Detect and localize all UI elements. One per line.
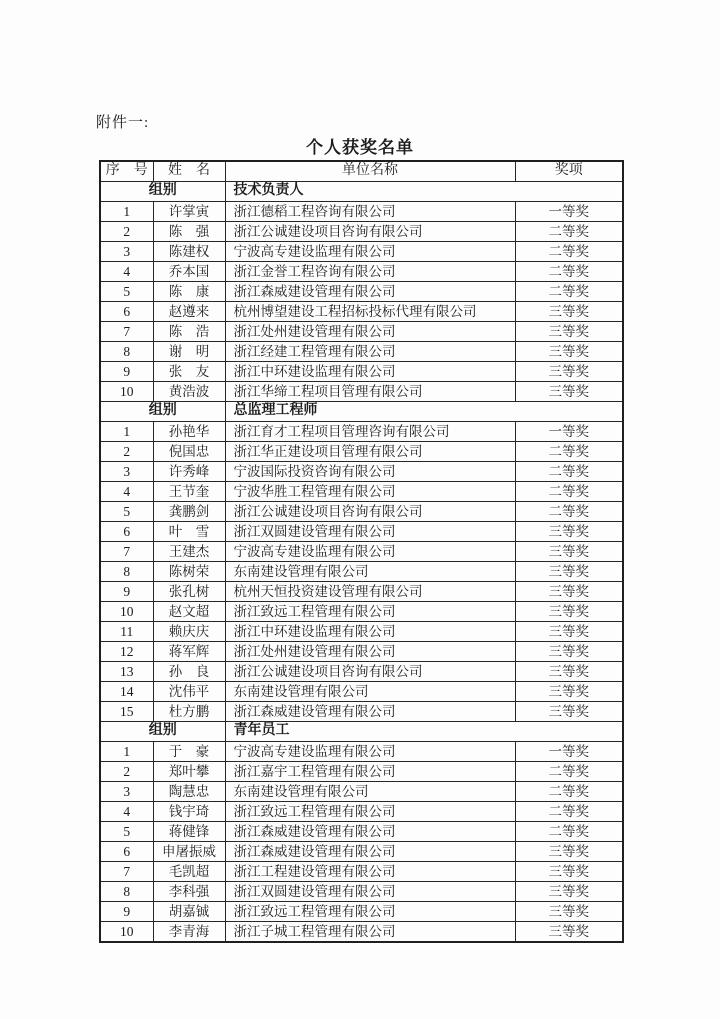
cell-no: 5 [100,282,153,302]
group-row [100,402,623,422]
cell-name: 龚鹏剑 [153,502,225,522]
cell-company: 宁波高专建设监理有限公司 [225,542,515,562]
table-row [100,222,623,242]
table-row [100,602,623,622]
table-row [100,542,623,562]
cell-company: 浙江德稻工程咨询有限公司 [225,202,515,222]
cell-award: 三等奖 [515,702,623,722]
cell-award: 二等奖 [515,282,623,302]
cell-name: 叶 雪 [153,522,225,542]
cell-no: 8 [100,342,153,362]
table-row [100,302,623,322]
cell-no: 8 [100,562,153,582]
header-company: 单位名称 [225,161,515,182]
cell-company: 浙江森威建设管理有限公司 [225,822,515,842]
cell-company: 浙江育才工程项目管理咨询有限公司 [225,422,515,442]
cell-company: 浙江公诚建设项目咨询有限公司 [225,502,515,522]
table-row [100,782,623,802]
cell-award: 三等奖 [515,562,623,582]
cell-no: 6 [100,842,153,862]
cell-award: 二等奖 [515,482,623,502]
group-row [100,722,623,742]
cell-name: 张孔树 [153,582,225,602]
cell-company: 浙江中环建设监理有限公司 [225,362,515,382]
table-row [100,562,623,582]
group-label-cell: 组别 [100,182,225,202]
cell-company: 宁波高专建设监理有限公司 [225,742,515,762]
header-no: 序 号 [100,161,153,182]
cell-no: 11 [100,622,153,642]
cell-award: 三等奖 [515,682,623,702]
cell-no: 10 [100,602,153,622]
cell-name: 陈 强 [153,222,225,242]
cell-award: 一等奖 [515,742,623,762]
cell-award: 三等奖 [515,642,623,662]
cell-name: 杜方鹏 [153,702,225,722]
table-row [100,342,623,362]
cell-no: 7 [100,542,153,562]
attachment-label: 附件一: [96,115,150,131]
cell-award: 三等奖 [515,862,623,882]
group-name-cell: 青年员工 [225,722,623,742]
cell-no: 14 [100,682,153,702]
table-row [100,482,623,502]
cell-company: 东南建设管理有限公司 [225,562,515,582]
cell-name: 胡嘉铖 [153,902,225,922]
table-row [100,502,623,522]
cell-company: 东南建设管理有限公司 [225,782,515,802]
cell-award: 三等奖 [515,582,623,602]
cell-award: 一等奖 [515,202,623,222]
cell-no: 10 [100,382,153,402]
cell-no: 9 [100,582,153,602]
table-row [100,662,623,682]
table-row [100,522,623,542]
cell-no: 8 [100,882,153,902]
cell-no: 1 [100,202,153,222]
table-row [100,802,623,822]
cell-award: 二等奖 [515,802,623,822]
table-row [100,742,623,762]
cell-award: 三等奖 [515,902,623,922]
cell-company: 浙江公诚建设项目咨询有限公司 [225,222,515,242]
cell-award: 三等奖 [515,842,623,862]
cell-name: 许掌寅 [153,202,225,222]
cell-name: 李科强 [153,882,225,902]
page-title: 个人获奖名单 [306,138,414,157]
cell-award: 二等奖 [515,502,623,522]
cell-company: 浙江华缔工程项目管理有限公司 [225,382,515,402]
cell-award: 三等奖 [515,322,623,342]
cell-company: 浙江双圆建设管理有限公司 [225,522,515,542]
cell-award: 三等奖 [515,662,623,682]
cell-name: 赖庆庆 [153,622,225,642]
cell-no: 7 [100,862,153,882]
table-row [100,902,623,922]
cell-company: 浙江森威建设管理有限公司 [225,842,515,862]
cell-company: 浙江森威建设管理有限公司 [225,282,515,302]
cell-company: 宁波国际投资咨询有限公司 [225,462,515,482]
cell-no: 2 [100,442,153,462]
cell-company: 浙江经建工程管理有限公司 [225,342,515,362]
cell-company: 浙江致远工程管理有限公司 [225,902,515,922]
cell-company: 浙江中环建设监理有限公司 [225,622,515,642]
cell-award: 三等奖 [515,522,623,542]
cell-no: 6 [100,302,153,322]
cell-name: 孙艳华 [153,422,225,442]
cell-no: 3 [100,782,153,802]
cell-award: 三等奖 [515,882,623,902]
table-row [100,262,623,282]
table-row [100,862,623,882]
cell-name: 黄浩波 [153,382,225,402]
cell-no: 13 [100,662,153,682]
group-name-cell: 总监理工程师 [225,402,623,422]
cell-name: 赵文超 [153,602,225,622]
header-name: 姓 名 [153,161,225,182]
cell-award: 三等奖 [515,362,623,382]
cell-company: 浙江嘉宇工程管理有限公司 [225,762,515,782]
cell-company: 杭州博望建设工程招标投标代理有限公司 [225,302,515,322]
cell-no: 2 [100,762,153,782]
cell-no: 6 [100,522,153,542]
group-label-cell: 组别 [100,722,225,742]
table-row [100,322,623,342]
cell-name: 乔本国 [153,262,225,282]
table-row [100,922,623,943]
cell-name: 李青海 [153,922,225,943]
cell-name: 陶慧忠 [153,782,225,802]
cell-company: 宁波华胜工程管理有限公司 [225,482,515,502]
cell-company: 浙江森威建设管理有限公司 [225,702,515,722]
cell-no: 15 [100,702,153,722]
table-row [100,382,623,402]
table-row [100,702,623,722]
cell-company: 浙江华正建设项目管理有限公司 [225,442,515,462]
cell-award: 三等奖 [515,602,623,622]
cell-award: 二等奖 [515,762,623,782]
cell-award: 二等奖 [515,442,623,462]
cell-name: 王建杰 [153,542,225,562]
cell-company: 浙江工程建设管理有限公司 [225,862,515,882]
cell-award: 三等奖 [515,542,623,562]
table-row [100,282,623,302]
cell-name: 王节奎 [153,482,225,502]
cell-no: 9 [100,362,153,382]
cell-name: 申屠振威 [153,842,225,862]
cell-company: 宁波高专建设监理有限公司 [225,242,515,262]
cell-no: 5 [100,822,153,842]
group-label-cell: 组别 [100,402,225,422]
table-row [100,202,623,222]
table-row [100,362,623,382]
table-row [100,462,623,482]
cell-award: 三等奖 [515,922,623,943]
cell-no: 5 [100,502,153,522]
cell-name: 陈树荣 [153,562,225,582]
cell-name: 谢 明 [153,342,225,362]
cell-no: 3 [100,242,153,262]
table-row [100,842,623,862]
header-award: 奖项 [515,161,623,182]
cell-name: 孙 良 [153,662,225,682]
cell-award: 三等奖 [515,342,623,362]
group-row [100,182,623,202]
cell-company: 浙江处州建设管理有限公司 [225,322,515,342]
cell-award: 三等奖 [515,382,623,402]
cell-company: 浙江双圆建设管理有限公司 [225,882,515,902]
table-row [100,762,623,782]
cell-name: 毛凯超 [153,862,225,882]
award-table [99,160,624,943]
cell-no: 12 [100,642,153,662]
table-row [100,642,623,662]
cell-name: 赵遵来 [153,302,225,322]
cell-no: 1 [100,742,153,762]
cell-no: 2 [100,222,153,242]
table-row [100,682,623,702]
cell-award: 三等奖 [515,622,623,642]
cell-name: 陈 浩 [153,322,225,342]
cell-company: 浙江致远工程管理有限公司 [225,602,515,622]
cell-name: 张 友 [153,362,225,382]
cell-award: 三等奖 [515,302,623,322]
cell-company: 浙江子城工程管理有限公司 [225,922,515,943]
cell-no: 4 [100,482,153,502]
cell-name: 郑叶攀 [153,762,225,782]
table-row [100,582,623,602]
group-name-cell: 技术负责人 [225,182,623,202]
cell-no: 3 [100,462,153,482]
cell-name: 陈建权 [153,242,225,262]
table-row [100,422,623,442]
cell-no: 1 [100,422,153,442]
cell-award: 二等奖 [515,822,623,842]
cell-name: 许秀峰 [153,462,225,482]
cell-no: 7 [100,322,153,342]
cell-name: 倪国忠 [153,442,225,462]
cell-company: 东南建设管理有限公司 [225,682,515,702]
cell-no: 4 [100,802,153,822]
cell-award: 一等奖 [515,422,623,442]
cell-name: 陈 康 [153,282,225,302]
cell-no: 10 [100,922,153,943]
cell-name: 蒋健锋 [153,822,225,842]
cell-award: 二等奖 [515,242,623,262]
table-row [100,622,623,642]
cell-company: 浙江公诚建设项目咨询有限公司 [225,662,515,682]
cell-company: 浙江处州建设管理有限公司 [225,642,515,662]
header-row [100,161,623,182]
cell-no: 4 [100,262,153,282]
cell-award: 二等奖 [515,462,623,482]
table-row [100,242,623,262]
cell-company: 杭州天恒投资建设管理有限公司 [225,582,515,602]
cell-award: 二等奖 [515,262,623,282]
cell-award: 二等奖 [515,782,623,802]
cell-name: 钱宇琦 [153,802,225,822]
cell-no: 9 [100,902,153,922]
cell-company: 浙江金誉工程咨询有限公司 [225,262,515,282]
cell-name: 沈伟平 [153,682,225,702]
table-row [100,822,623,842]
table-row [100,442,623,462]
cell-name: 蒋军辉 [153,642,225,662]
cell-name: 于 豪 [153,742,225,762]
cell-award: 二等奖 [515,222,623,242]
table-row [100,882,623,902]
cell-company: 浙江致远工程管理有限公司 [225,802,515,822]
